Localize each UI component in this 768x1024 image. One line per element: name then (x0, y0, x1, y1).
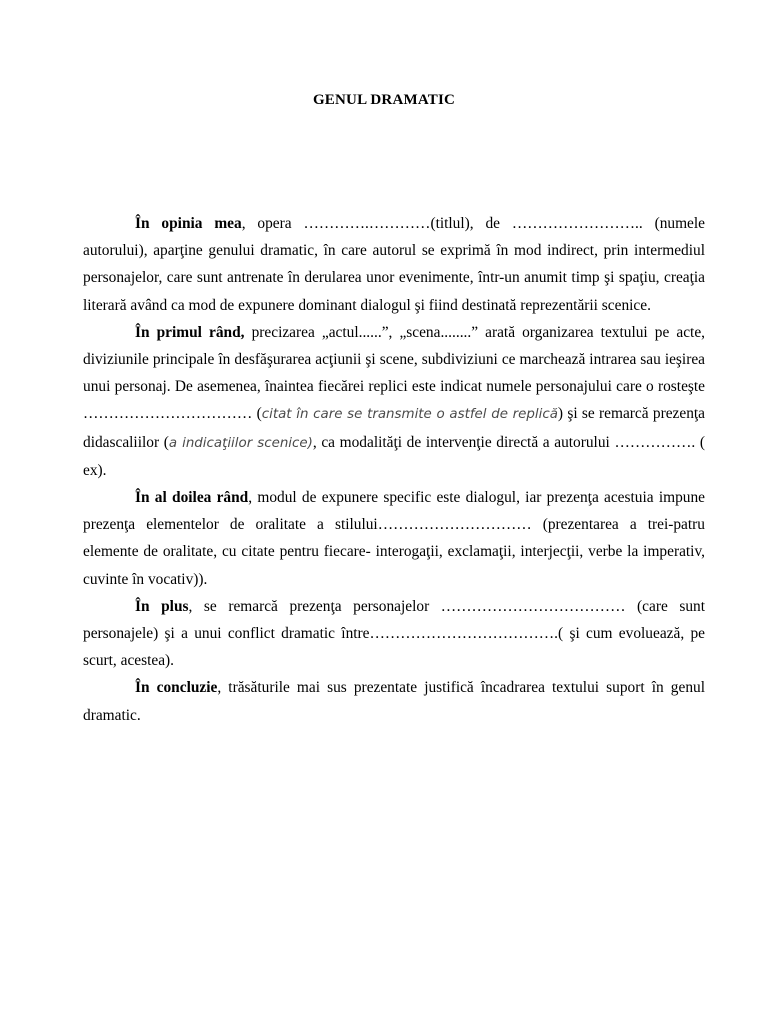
paragraph-lead: În concluzie (135, 679, 218, 697)
paragraph-text: , modul de expunere specific este dialogul, iar prezenţa acestuia impune prezenţa elementelor de oralitate a stilului………………………… (prezentarea a trei-patru elemente de oralitate, cu citate pentru fiecare- interogaţii, exclamaţii, interjecţii, verbe la imperativ, cuvinte în vocativ)). (83, 489, 705, 588)
paragraph-text: , trăsăturile mai sus prezentate justifică încadrarea textului suport în genul dramatic. (83, 679, 705, 724)
paragraph-lead: În plus (135, 597, 189, 615)
paragraph-text: precizarea „actul......”, „scena........” arată organizarea textului pe acte, diviziunile principale în desfăşurarea acţiunii şi scene, subdiviziuni ce marchează intrarea sau ieşirea unui personaj. De asemenea, înaintea fiecărei replici este indicat numele personajului care o rosteşte …………………………… ( (83, 323, 705, 423)
paragraph-lead: În primul rând, (135, 323, 245, 341)
paragraph-2 (83, 319, 705, 484)
paragraph-3 (83, 484, 705, 593)
document-title: GENUL DRAMATIC (312, 92, 456, 108)
paragraph-italic: citat în care se transmite o astfel de replică (261, 407, 558, 423)
paragraph-lead: În opinia mea (135, 215, 242, 232)
paragraph-text: , ca modalităţi de intervenţie directă a autorului ……………. ( ex). (83, 433, 706, 479)
paragraph-lead: În al doilea rând (135, 489, 249, 507)
paragraph-italic: a indicaţiilor scenice) (168, 435, 313, 451)
paragraph-1 (83, 210, 705, 319)
paragraph-text: , opera ………….…………(titlul), de …………………….. (numele autorului), aparţine genului dramatic, în care autorul se exprimă în mod indirect, prin intermediul personajelor, care sunt antrenate în derularea unor evenimente, într-un anumit timp şi spaţiu, creaţia literară având ca mod de expunere dominant dialogul şi fiind destinată reprezentării scenice. (83, 215, 705, 314)
paragraph-text: , se remarcă prezenţa personajelor ……………………………… (care sunt personajele) şi a unui conflict dramatic între……………………………….( şi cum evoluează, pe scurt, acestea). (83, 597, 706, 670)
paragraph-text: ) şi se remarcă prezenţa didascaliilor ( (83, 405, 706, 451)
paragraph-4 (83, 593, 705, 675)
paragraph-5 (83, 674, 705, 728)
document-body (83, 210, 705, 729)
